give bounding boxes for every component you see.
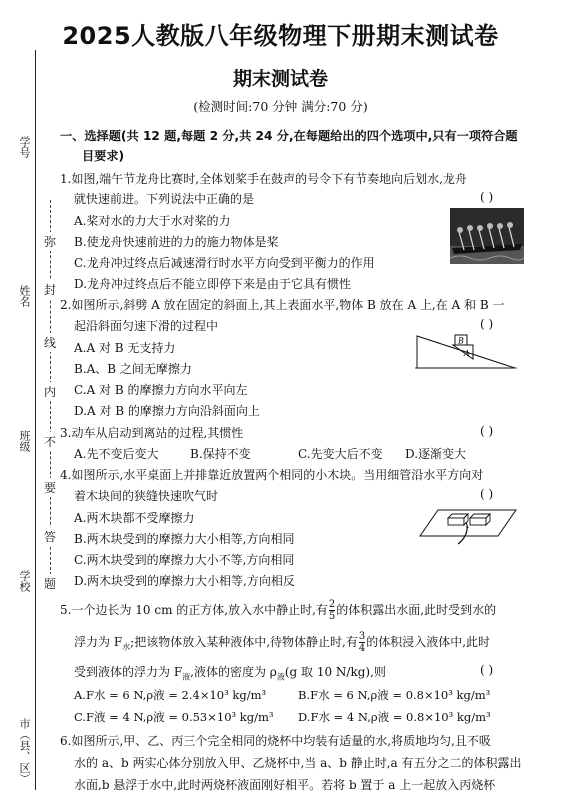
exam-info: (检测时间:70 分钟 满分:70 分) bbox=[193, 99, 368, 114]
seal-char: 答 bbox=[44, 527, 56, 546]
seal-char: 弥 bbox=[44, 232, 56, 251]
option-a: A.先不变后变大 bbox=[74, 447, 159, 461]
option-c: C.两木块受到的摩擦力大小不等,方向相同 bbox=[74, 553, 295, 567]
dragon-boat-image bbox=[450, 208, 524, 264]
option-c: C.龙舟冲过终点后减速滑行时水平方向受到平衡力的作用 bbox=[74, 256, 375, 270]
question-stem: 6.如图所示,甲、乙、丙三个完全相同的烧杯中均装有适量的水,将质地均匀,且不吸 bbox=[60, 734, 491, 748]
question-stem: 1.如图,端午节龙舟比赛时,全体划桨手在鼓声的号令下有节奏地向后划水,龙舟 bbox=[60, 172, 467, 186]
section-heading: 一、选择题(共 12 题,每题 2 分,共 24 分,在每题给出的四个选项中,只有一项符合题 bbox=[60, 129, 518, 143]
option-c: C.A 对 B 的摩擦力方向水平向左 bbox=[74, 383, 248, 397]
option-a: A.F水 = 6 N,ρ液 = 2.4×10³ kg/m³ bbox=[74, 688, 267, 702]
option-c: C.先变大后不变 bbox=[298, 447, 383, 461]
option-a: A.桨对水的力大于水对桨的力 bbox=[74, 214, 231, 228]
answer-paren: ( ) bbox=[480, 190, 494, 204]
option-d: D.F水 = 4 N,ρ液 = 0.8×10³ kg/m³ bbox=[298, 710, 491, 724]
margin-label-class: 班级 bbox=[18, 430, 31, 452]
answer-paren: ( ) bbox=[480, 663, 494, 677]
binding-margin-line bbox=[35, 50, 36, 790]
seal-char: 封 bbox=[44, 280, 56, 299]
seal-char: 要 bbox=[44, 478, 56, 497]
question-stem: 就快速前进。下列说法中正确的是 bbox=[74, 192, 255, 206]
seal-char: 不 bbox=[44, 432, 56, 451]
option-b: B.使龙舟快速前进的力的施力物体是桨 bbox=[74, 235, 279, 249]
question-stem: 4.如图所示,水平桌面上并排靠近放置两个相同的小木块。当用细管沿水平方向对 bbox=[60, 468, 484, 482]
answer-paren: ( ) bbox=[480, 487, 494, 501]
question-stem: 5.一个边长为 10 cm 的正方体,放入水中静止时,有 $\frac{2}{5}$ 的体积露出水面,此时受到水的 bbox=[60, 599, 497, 622]
margin-label-city: 市（县、区） bbox=[18, 718, 31, 784]
seal-char: 线 bbox=[44, 333, 56, 352]
option-d: D.逐渐变大 bbox=[405, 447, 467, 461]
question-stem: 3.动车从启动到离站的过程,其惯性 bbox=[60, 426, 244, 440]
exam-subtitle: 期末测试卷 bbox=[232, 68, 328, 90]
fraction-two-fifths: $\frac{2}{5}$ bbox=[328, 599, 336, 622]
document-title: 2025人教版八年级物理下册期末测试卷 bbox=[62, 22, 499, 50]
seal-char: 内 bbox=[44, 382, 56, 401]
answer-paren: ( ) bbox=[480, 424, 494, 438]
incline-diagram bbox=[415, 330, 520, 370]
block-b-label: B bbox=[458, 336, 464, 346]
margin-label-name: 姓名 bbox=[18, 285, 31, 307]
wedge-a-label: A bbox=[464, 349, 470, 358]
seal-char: 题 bbox=[44, 574, 56, 593]
option-b: B.F水 = 6 N,ρ液 = 0.8×10³ kg/m³ bbox=[298, 688, 491, 702]
question-stem: 着木块间的狭缝快速吹气时 bbox=[74, 489, 219, 503]
question-stem: 水面,b 悬浮于水中,此时两烧杯液面刚好相平。若将 b 置于 a 上一起放入丙烧杯 bbox=[74, 778, 496, 792]
question-stem: 受到液体的浮力为 $F_液$,液体的密度为 $\rho_液(g$ 取 10 N/kg),则 bbox=[74, 665, 386, 682]
option-d: D.两木块受到的摩擦力大小相等,方向相反 bbox=[74, 574, 295, 588]
margin-label-student-number: 学号 bbox=[18, 136, 31, 158]
question-stem: 起沿斜面匀速下滑的过程中 bbox=[74, 319, 219, 333]
option-b: B.两木块受到的摩擦力大小相等,方向相同 bbox=[74, 532, 295, 546]
option-c: C.F液 = 4 N,ρ液 = 0.53×10³ kg/m³ bbox=[74, 710, 274, 724]
option-d: D.龙舟冲过终点后不能立即停下来是由于它具有惯性 bbox=[74, 277, 352, 291]
option-a: A.两木块都不受摩擦力 bbox=[74, 511, 195, 525]
fraction-three-quarters: $\frac{3}{4}$ bbox=[358, 631, 366, 654]
section-heading-cont: 目要求) bbox=[82, 149, 125, 163]
option-b: B.保持不变 bbox=[190, 447, 251, 461]
option-a: A.A 对 B 无支持力 bbox=[74, 341, 176, 355]
option-d: D.A 对 B 的摩擦力方向沿斜面向上 bbox=[74, 404, 260, 418]
option-b: B.A、B 之间无摩擦力 bbox=[74, 362, 192, 376]
question-stem: 浮力为 $F_水$;把该物体放入某种液体中,待物体静止时,有 $\frac{3}{4}$ 的体积浸入液体中,此时 bbox=[74, 631, 491, 654]
answer-paren: ( ) bbox=[480, 317, 494, 331]
question-stem: 2.如图所示,斜劈 A 放在固定的斜面上,其上表面水平,物体 B 放在 A 上,在 A 和 B 一 bbox=[60, 298, 505, 312]
question-stem: 水的 a、b 两实心体分别放入甲、乙烧杯中,当 a、b 静止时,a 有五分之二的体积露出 bbox=[74, 756, 522, 770]
blocks-on-table-diagram bbox=[418, 500, 518, 550]
margin-label-school: 学校 bbox=[18, 570, 31, 592]
